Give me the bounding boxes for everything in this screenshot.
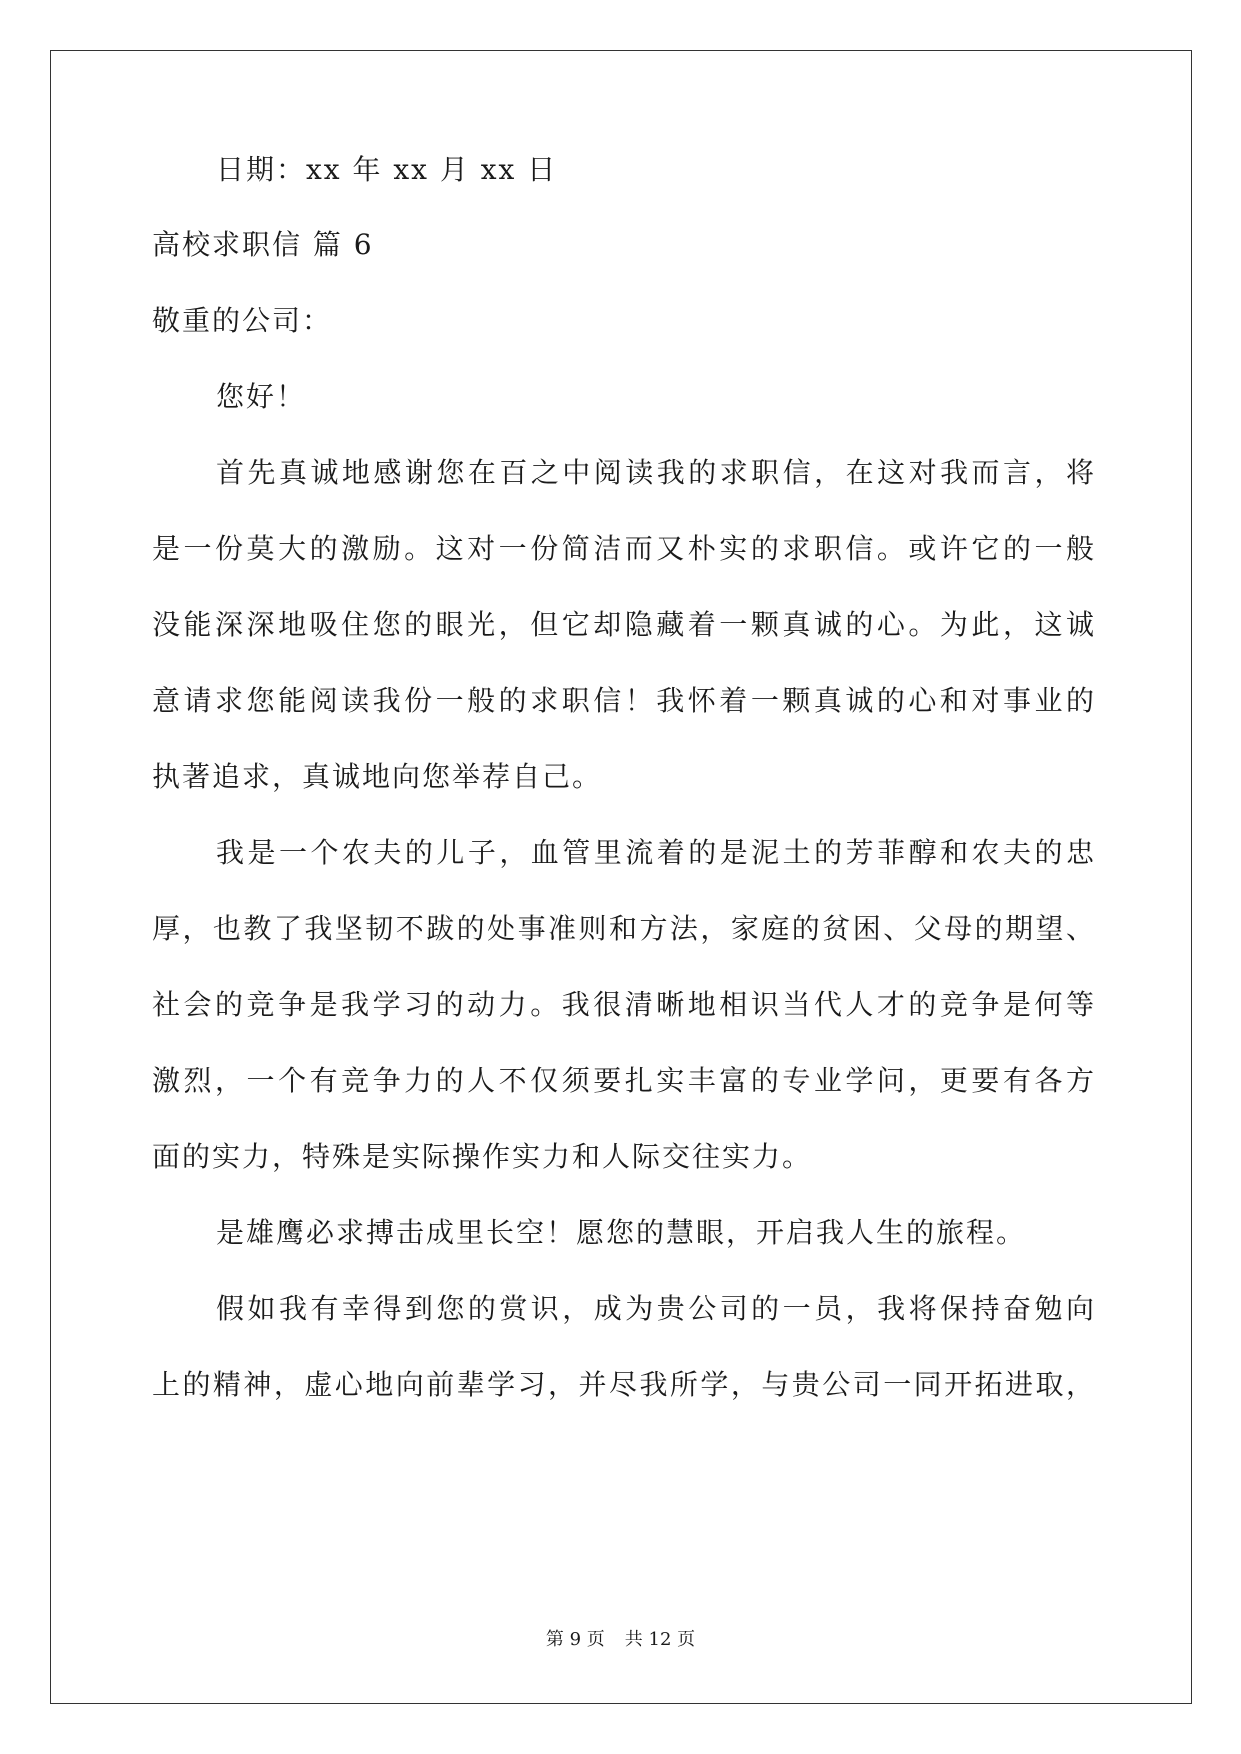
paragraph-line: 是一份莫大的激励。这对一份简洁而又朴实的求职信。或许它的一般	[152, 532, 1094, 565]
page-total: 共 12 页	[624, 1629, 696, 1650]
page-number: 第 9 页	[545, 1629, 605, 1650]
salutation: 敬重的公司：	[152, 304, 333, 337]
paragraph-line: 社会的竞争是我学习的动力。我很清晰地相识当代人才的竞争是何等	[152, 988, 1094, 1021]
paragraph-line: 意请求您能阅读我份一般的求职信！我怀着一颗真诚的心和对事业的	[152, 684, 1094, 717]
paragraph-line: 首先真诚地感谢您在百之中阅读我的求职信，在这对我而言，将	[216, 456, 1094, 489]
paragraph-line: 假如我有幸得到您的赏识，成为贵公司的一员，我将保持奋勉向	[216, 1292, 1094, 1325]
paragraph-line: 没能深深地吸住您的眼光，但它却隐藏着一颗真诚的心。为此，这诚	[152, 608, 1094, 641]
paragraph-line: 面的实力，特殊是实际操作实力和人际交往实力。	[152, 1140, 813, 1173]
date-line: 日期：xx 年 xx 月 xx 日	[216, 153, 558, 186]
paragraph-line: 上的精神，虚心地向前辈学习，并尽我所学，与贵公司一同开拓进取，	[152, 1368, 1094, 1401]
section-title: 高校求职信 篇 6	[152, 228, 374, 261]
page-border	[50, 50, 1192, 1704]
paragraph-line: 是雄鹰必求搏击成里长空！愿您的慧眼，开启我人生的旅程。	[216, 1216, 1027, 1249]
paragraph-line: 厚，也教了我坚韧不跋的处事准则和方法，家庭的贫困、父母的期望、	[152, 912, 1094, 945]
paragraph-line: 我是一个农夫的儿子，血管里流着的是泥土的芳菲醇和农夫的忠	[216, 836, 1094, 869]
greeting: 您好！	[216, 380, 307, 413]
page-footer	[0, 1628, 1241, 1652]
paragraph-line: 执著追求，真诚地向您举荐自己。	[152, 760, 603, 793]
paragraph-line: 激烈，一个有竞争力的人不仅须要扎实丰富的专业学问，更要有各方	[152, 1064, 1094, 1097]
